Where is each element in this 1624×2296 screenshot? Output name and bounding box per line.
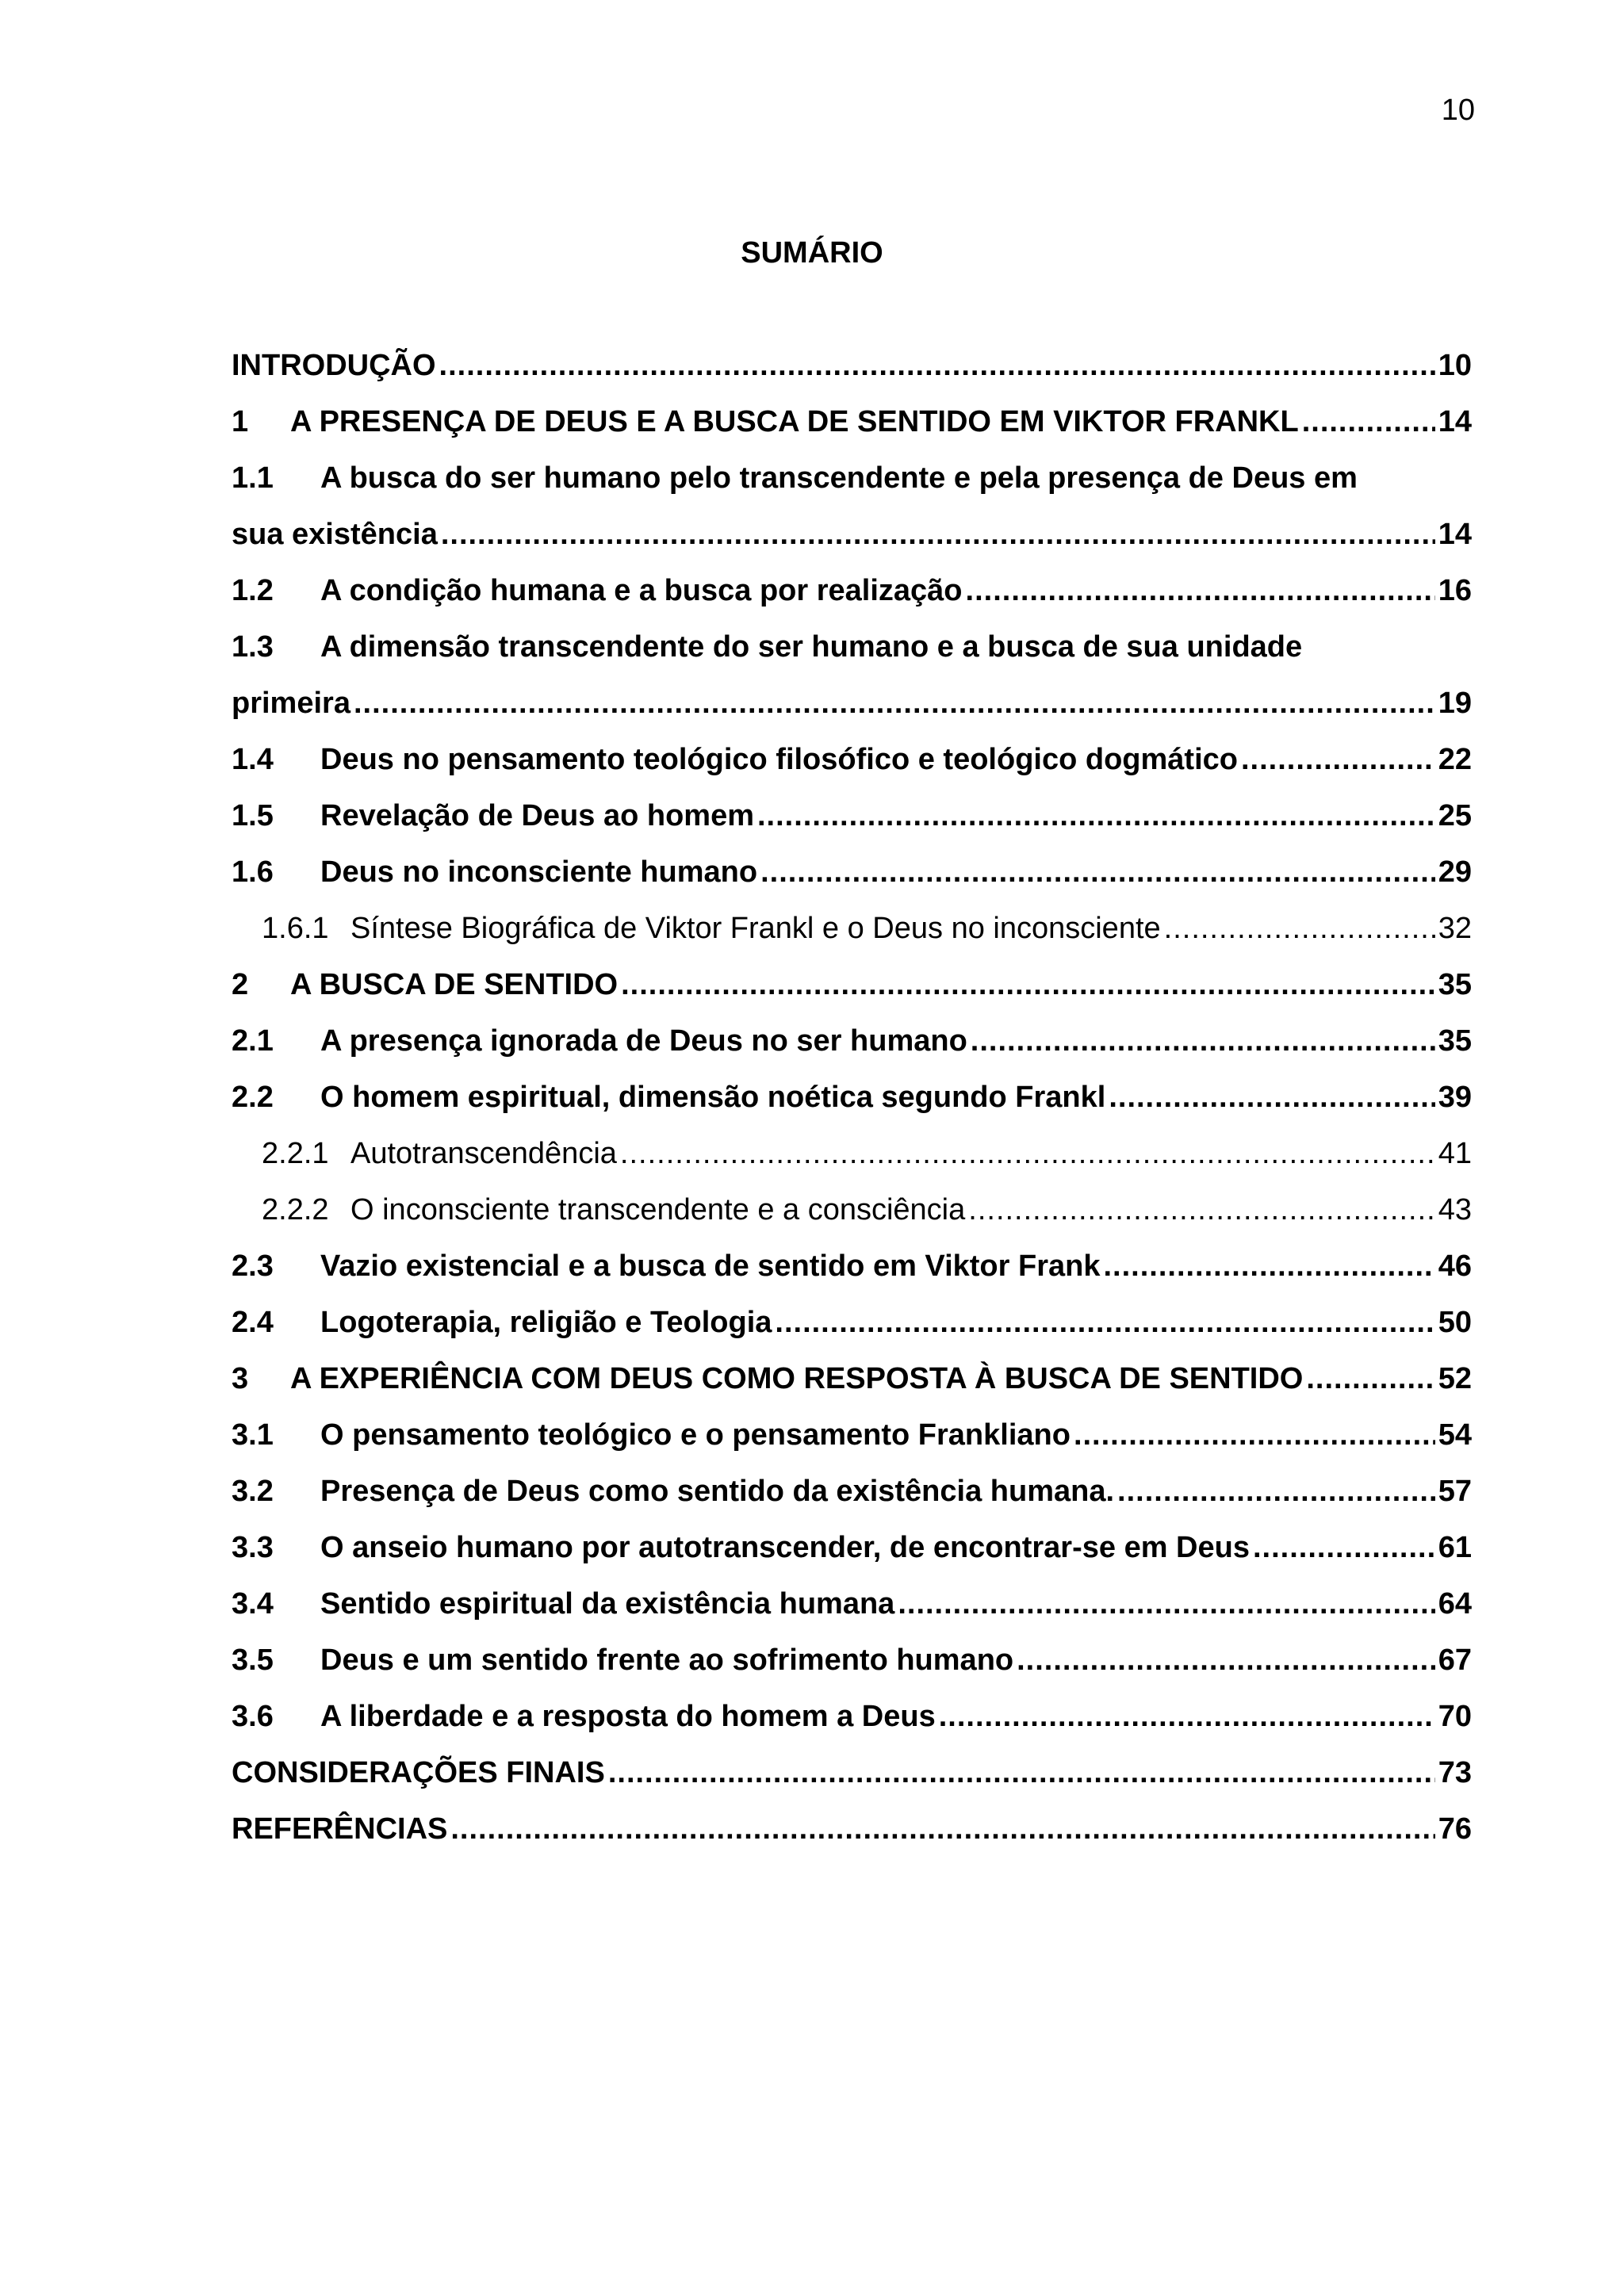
toc-entry-page: 19 <box>1438 687 1472 720</box>
toc-entry-section-3-3[interactable] <box>232 1520 1472 1576</box>
toc-entry-number: 2.3 <box>232 1249 274 1283</box>
dot-leader <box>1074 1418 1435 1452</box>
toc-entry-number: 1.1 <box>232 461 274 495</box>
toc-entry-number: 1.6.1 <box>262 912 329 945</box>
dot-leader <box>621 968 1435 1002</box>
toc-entry-page: 35 <box>1438 1024 1472 1058</box>
toc-entry-introducao[interactable] <box>232 338 1472 394</box>
toc-title: SUMÁRIO <box>741 236 883 270</box>
toc-entry-number: 1.4 <box>232 743 274 776</box>
toc-entry-label: Vazio existencial e a busca de sentido em Viktor Frank <box>320 1249 1101 1283</box>
toc-entry-section-2-4[interactable] <box>232 1295 1472 1351</box>
toc-entry-consideracoes-finais[interactable] <box>232 1745 1472 1801</box>
toc-entry-page: 14 <box>1438 518 1472 551</box>
toc-entry-section-3-6[interactable] <box>232 1689 1472 1745</box>
dot-leader <box>1241 743 1435 777</box>
toc-entry-page: 25 <box>1438 799 1472 832</box>
toc-entry-label: A BUSCA DE SENTIDO <box>290 968 619 1001</box>
dot-leader <box>1253 1531 1435 1565</box>
toc-entry-label: O inconsciente transcendente e a consciência <box>350 1193 966 1226</box>
dot-leader <box>971 1024 1435 1058</box>
dot-leader <box>354 687 1435 721</box>
toc-entry-section-1-4[interactable] <box>232 732 1472 788</box>
dot-leader <box>450 1812 1434 1846</box>
toc-entry-number: 2.1 <box>232 1024 274 1058</box>
toc-entry-page: 76 <box>1438 1812 1472 1846</box>
toc-entry-label: Síntese Biográfica de Viktor Frankl e o Deus no inconsciente <box>350 912 1161 945</box>
toc-entry-label-continued: sua existência <box>232 518 438 551</box>
toc-entry-number: 3.4 <box>232 1587 274 1621</box>
toc-entry-label: Revelação de Deus ao homem <box>320 799 754 832</box>
toc-entry-number: 2 <box>232 968 249 1001</box>
toc-entry-number: 3.5 <box>232 1644 274 1677</box>
toc-entry-label: Deus no pensamento teológico filosófico e teológico dogmático <box>320 743 1238 776</box>
toc-entry-page: 10 <box>1438 349 1472 382</box>
toc-entry-page: 57 <box>1438 1475 1472 1508</box>
toc-entry-number: 2.2 <box>232 1081 274 1114</box>
toc-entry-label: CONSIDERAÇÕES FINAIS <box>232 1756 605 1789</box>
toc-entry-section-3-4[interactable] <box>232 1576 1472 1632</box>
toc-entry-subsection-2-2-1[interactable] <box>232 1126 1472 1182</box>
toc-entry-chapter-2[interactable] <box>232 957 1472 1013</box>
toc-entry-page: 14 <box>1438 405 1472 438</box>
toc-entry-label: REFERÊNCIAS <box>232 1812 448 1846</box>
toc-entry-section-2-3[interactable] <box>232 1238 1472 1295</box>
toc-entry-section-1-3[interactable] <box>232 619 1472 732</box>
dot-leader <box>1302 405 1435 439</box>
dot-leader <box>1103 1249 1434 1284</box>
dot-leader <box>966 574 1435 608</box>
toc-entry-label: INTRODUÇÃO <box>232 349 436 382</box>
dot-leader <box>968 1193 1434 1227</box>
toc-entry-page: 50 <box>1438 1306 1472 1339</box>
dot-leader <box>760 855 1435 890</box>
toc-entry-page: 35 <box>1438 968 1472 1001</box>
table-of-contents <box>232 338 1472 1858</box>
toc-entry-page: 43 <box>1438 1193 1472 1226</box>
dot-leader <box>775 1306 1434 1340</box>
dot-leader <box>1117 1475 1435 1509</box>
toc-entry-chapter-1[interactable] <box>232 394 1472 450</box>
toc-entry-section-2-2[interactable] <box>232 1070 1472 1126</box>
toc-entry-section-1-6[interactable] <box>232 844 1472 901</box>
toc-entry-number: 1 <box>232 405 249 438</box>
dot-leader <box>1164 912 1435 946</box>
toc-entry-label: Presença de Deus como sentido da existência humana. <box>320 1475 1115 1508</box>
toc-entry-number: 2.2.1 <box>262 1137 329 1170</box>
toc-entry-section-3-1[interactable] <box>232 1407 1472 1464</box>
toc-entry-label: A presença ignorada de Deus no ser humano <box>320 1024 967 1058</box>
toc-entry-page: 61 <box>1438 1531 1472 1564</box>
toc-entry-section-3-2[interactable] <box>232 1464 1472 1520</box>
toc-entry-number: 3.6 <box>232 1700 274 1733</box>
toc-entry-page: 41 <box>1438 1137 1472 1170</box>
toc-entry-page: 70 <box>1438 1700 1472 1733</box>
toc-entry-page: 64 <box>1438 1587 1472 1621</box>
toc-entry-number: 1.5 <box>232 799 274 832</box>
toc-entry-page: 52 <box>1438 1362 1472 1395</box>
dot-leader <box>898 1587 1434 1621</box>
toc-entry-page: 32 <box>1438 912 1472 945</box>
toc-entry-page: 67 <box>1438 1644 1472 1677</box>
toc-entry-number: 3.2 <box>232 1475 274 1508</box>
dot-leader <box>757 799 1435 833</box>
toc-entry-subsection-2-2-2[interactable] <box>232 1182 1472 1238</box>
toc-entry-section-1-1[interactable] <box>232 450 1472 563</box>
toc-entry-page: 39 <box>1438 1081 1472 1114</box>
toc-entry-section-3-5[interactable] <box>232 1632 1472 1689</box>
toc-entry-label: A busca do ser humano pelo transcendente e pela presença de Deus em <box>320 461 1358 495</box>
toc-entry-label: Autotranscendência <box>350 1137 617 1170</box>
dot-leader <box>1109 1081 1434 1115</box>
toc-entry-page: 22 <box>1438 743 1472 776</box>
toc-entry-label: O pensamento teológico e o pensamento Frankliano <box>320 1418 1071 1452</box>
toc-entry-referencias[interactable] <box>232 1801 1472 1858</box>
toc-entry-label: O anseio humano por autotranscender, de encontrar-se em Deus <box>320 1531 1250 1564</box>
toc-entry-section-1-5[interactable] <box>232 788 1472 844</box>
toc-entry-label: O homem espiritual, dimensão noética segundo Frankl <box>320 1081 1106 1114</box>
dot-leader <box>620 1137 1435 1171</box>
toc-entry-number: 2.2.2 <box>262 1193 329 1226</box>
dot-leader <box>441 518 1435 552</box>
toc-entry-label-continued: primeira <box>232 687 350 720</box>
dot-leader <box>1306 1362 1434 1396</box>
toc-entry-page: 73 <box>1438 1756 1472 1789</box>
toc-entry-number: 3.1 <box>232 1418 274 1452</box>
toc-entry-chapter-3[interactable] <box>232 1351 1472 1407</box>
page-number: 10 <box>1441 94 1475 127</box>
toc-entry-label: A EXPERIÊNCIA COM DEUS COMO RESPOSTA À BUSCA DE SENTIDO <box>290 1362 1304 1395</box>
toc-entry-section-1-2[interactable] <box>232 563 1472 619</box>
dot-leader <box>1017 1644 1435 1678</box>
toc-entry-number: 3 <box>232 1362 249 1395</box>
toc-entry-number: 1.3 <box>232 630 274 664</box>
toc-entry-page: 16 <box>1438 574 1472 607</box>
toc-entry-number: 3.3 <box>232 1531 274 1564</box>
toc-entry-label: A liberdade e a resposta do homem a Deus <box>320 1700 936 1733</box>
toc-entry-label: A dimensão transcendente do ser humano e a busca de sua unidade <box>320 630 1303 664</box>
toc-entry-page: 54 <box>1438 1418 1472 1452</box>
toc-entry-label: Deus e um sentido frente ao sofrimento humano <box>320 1644 1014 1677</box>
dot-leader <box>439 349 1435 383</box>
toc-entry-page: 46 <box>1438 1249 1472 1283</box>
toc-entry-subsection-1-6-1[interactable] <box>232 901 1472 957</box>
toc-entry-number: 1.2 <box>232 574 274 607</box>
toc-entry-page: 29 <box>1438 855 1472 889</box>
toc-entry-label: Deus no inconsciente humano <box>320 855 758 889</box>
toc-entry-label: Logoterapia, religião e Teologia <box>320 1306 772 1339</box>
toc-entry-label: Sentido espiritual da existência humana <box>320 1587 895 1621</box>
toc-entry-label: A PRESENÇA DE DEUS E A BUSCA DE SENTIDO EM VIKTOR FRANKL <box>290 405 1299 438</box>
toc-entry-label: A condição humana e a busca por realização <box>320 574 963 607</box>
dot-leader <box>608 1756 1435 1790</box>
dot-leader <box>939 1700 1435 1734</box>
toc-entry-number: 2.4 <box>232 1306 274 1339</box>
toc-entry-section-2-1[interactable] <box>232 1013 1472 1070</box>
toc-entry-number: 1.6 <box>232 855 274 889</box>
